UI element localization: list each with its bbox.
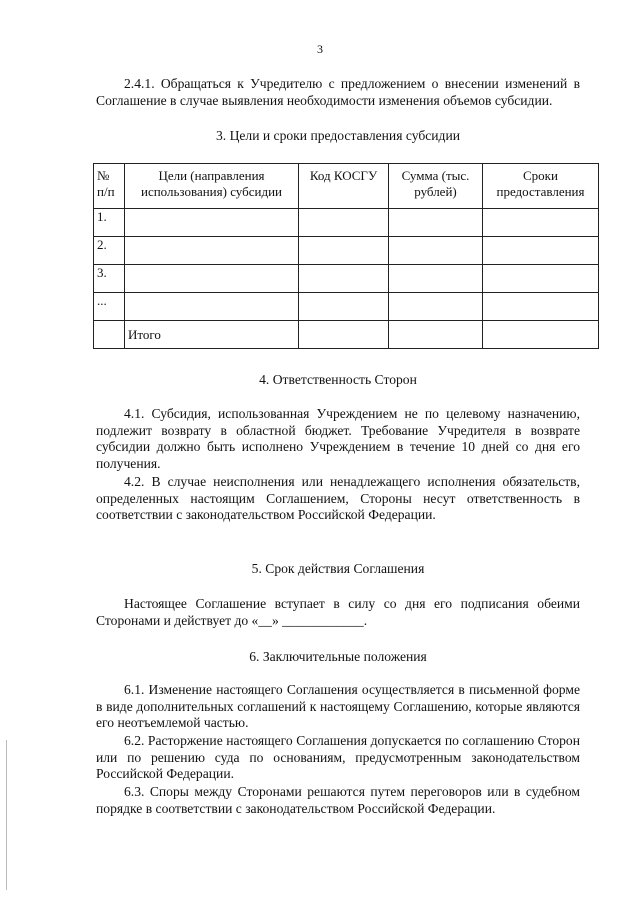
table-header-row [94,164,599,209]
cell-kosgu [299,265,389,293]
table-row [94,209,599,237]
cell-total-label: Итого [125,321,299,349]
table-row [94,265,599,293]
cell-number: 3. [94,265,125,293]
cell-goal [125,209,299,237]
cell-number [94,321,125,349]
header-terms: Сроки предоставления [483,164,599,209]
paragraph-6-1: 6.1. Изменение настоящего Соглашения осуществляется в письменной форме в виде дополнительных соглашений к настоящему Соглашению, которые являются его неотъемлемой частью. [96,682,580,730]
cell-term [483,237,599,265]
cell-number: 1. [94,209,125,237]
subsidy-goals-table [93,163,599,349]
paragraph-6-2: 6.2. Расторжение настоящего Соглашения допускается по соглашению Сторон или по решению суда по основаниям, предусмотренным законодательством Российской Федерации. [96,733,580,781]
cell-kosgu [299,237,389,265]
cell-amount [389,237,483,265]
header-kosgu-code: Код КОСГУ [299,164,389,209]
cell-goal [125,293,299,321]
cell-kosgu [299,293,389,321]
page-number: 3 [317,42,323,56]
paragraph-4-1: 4.1. Субсидия, использованная Учреждением не по целевому назначению, подлежит возврату в областной бюджет. Требование Учредителя в возврате субсидии должно быть исполнено Учреждением в течение 10 дней со дня его получения. [96,406,580,471]
cell-goal [125,237,299,265]
cell-term [483,209,599,237]
section-5-title: 5. Срок действия Соглашения [251,561,425,576]
table-total-row [94,321,599,349]
cell-number: 2. [94,237,125,265]
table-row [94,237,599,265]
cell-number: ... [94,293,125,321]
section-3-title: 3. Цели и сроки предоставления субсидии [215,128,461,143]
scan-edge-mark [6,740,7,890]
cell-term [483,321,599,349]
header-number: № п/п [94,164,125,209]
table-row [94,293,599,321]
cell-term [483,293,599,321]
header-amount: Сумма (тыс. рублей) [389,164,483,209]
cell-kosgu [299,321,389,349]
section-4-title: 4. Ответственность Сторон [259,372,417,387]
paragraph-6-3: 6.3. Споры между Сторонами решаются путем переговоров или в судебном порядке в соответствии с законодательством Российской Федерации. [96,784,580,816]
cell-kosgu [299,209,389,237]
paragraph-5-1: Настоящее Соглашение вступает в силу со дня его подписания обеими Сторонами и действует до «__» ____________. [96,596,580,628]
cell-term [483,265,599,293]
paragraph-4-2: 4.2. В случае неисполнения или ненадлежащего исполнения обязательств, определенных настоящим Соглашением, Стороны несут ответственность в соответствии с законодательством Российской Федерации. [96,474,580,522]
cell-amount [389,293,483,321]
cell-amount [389,209,483,237]
cell-goal [125,265,299,293]
header-goals: Цели (направления использования) субсидии [125,164,299,209]
cell-amount [389,265,483,293]
paragraph-2-4-1: 2.4.1. Обращаться к Учредителю с предложением о внесении изменений в Соглашение в случае выявления необходимости изменения объемов субсидии. [96,76,580,108]
section-6-title: 6. Заключительные положения [249,649,427,664]
cell-amount [389,321,483,349]
